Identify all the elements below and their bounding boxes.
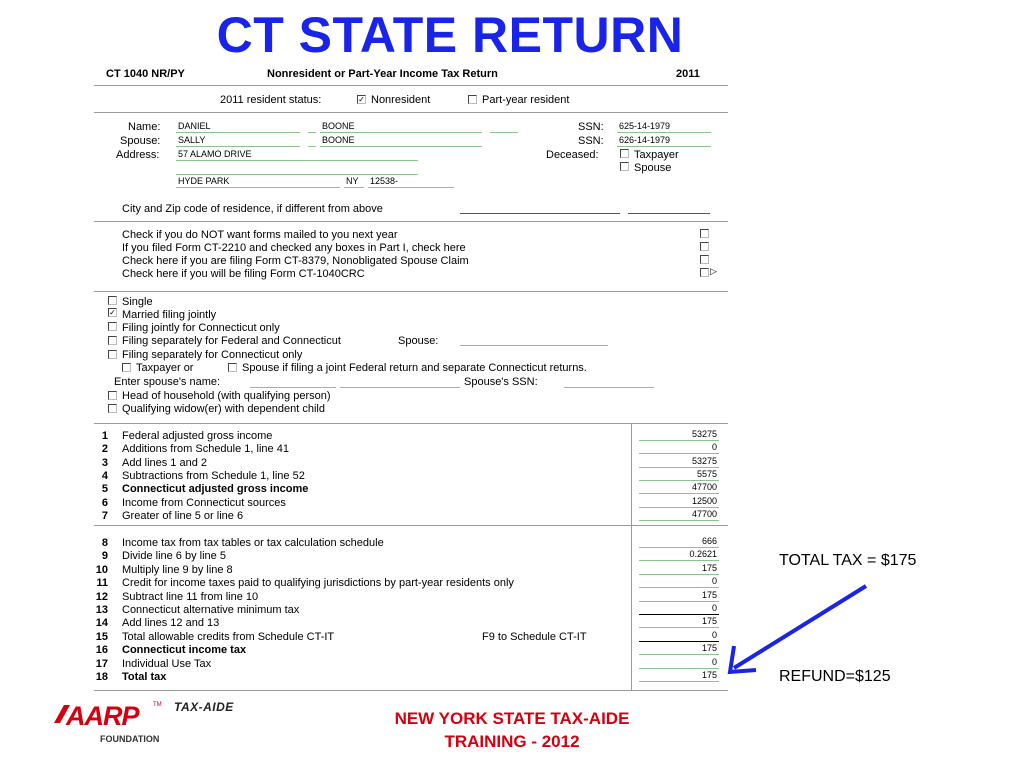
divider xyxy=(94,423,728,424)
aarp-foundation: FOUNDATION xyxy=(100,734,160,744)
hoh-checkbox[interactable] xyxy=(108,391,117,400)
ssn-field[interactable]: 625-14-1979 xyxy=(617,121,711,133)
line-amount-field[interactable]: 5575 xyxy=(639,469,719,481)
enter-spouse-name-label: Enter spouse's name: xyxy=(114,376,221,388)
line-number: 14 xyxy=(95,617,108,630)
sep-fed-ct-checkbox[interactable] xyxy=(108,336,117,345)
line-amount-field[interactable]: 47700 xyxy=(639,482,719,494)
spouse-ssn-sep-label: Spouse's SSN: xyxy=(464,376,538,388)
line-label: Subtractions from Schedule 1, line 52 xyxy=(122,469,305,482)
line-label: Individual Use Tax xyxy=(122,657,212,670)
line-number: 5 xyxy=(101,483,108,496)
name-label: Name: xyxy=(128,121,161,133)
widow-label: Qualifying widow(er) with dependent child xyxy=(122,403,325,415)
line-amount-field[interactable]: 53275 xyxy=(639,429,719,441)
line-label: Connecticut alternative minimum tax xyxy=(122,604,300,616)
line-number: 15 xyxy=(95,630,108,643)
nonresident-label: Nonresident xyxy=(371,94,431,106)
form-year: 2011 xyxy=(676,68,700,80)
line-label: Add lines 1 and 2 xyxy=(122,456,208,469)
line-amount-field[interactable]: 175 xyxy=(639,670,719,682)
line-label: Income tax from tax tables or tax calculation schedule xyxy=(122,537,384,549)
line-number: 1 xyxy=(101,430,108,442)
zip-residence-field[interactable] xyxy=(628,204,710,214)
line-amount-field[interactable]: 12500 xyxy=(639,496,719,508)
sep-fed-ct-label: Filing separately for Federal and Connecticut xyxy=(122,335,341,347)
line-label: Subtract line 11 from line 10 xyxy=(122,590,259,603)
line-amount-field[interactable]: 53275 xyxy=(639,456,719,468)
line-number: 10 xyxy=(95,563,108,576)
aarp-trademark: TM xyxy=(153,702,162,708)
city-residence-field[interactable] xyxy=(460,204,620,214)
spouse-if-checkbox[interactable] xyxy=(228,363,237,372)
tax-aide-logo: TAX-AIDE xyxy=(174,700,234,714)
jointly-ct-label: Filing jointly for Connecticut only xyxy=(122,322,280,334)
line-amount-field[interactable]: 0 xyxy=(639,576,719,588)
line-number: 3 xyxy=(101,456,108,469)
line-amount-field[interactable]: 175 xyxy=(639,616,719,628)
divider xyxy=(94,690,728,691)
deceased-spouse-checkbox[interactable] xyxy=(620,162,629,171)
line-amount-field[interactable]: 0.2621 xyxy=(639,549,719,561)
partyear-checkbox[interactable] xyxy=(468,95,477,104)
line-label: Greater of line 5 or line 6 xyxy=(122,509,244,522)
taxpayer-or-checkbox[interactable] xyxy=(122,363,131,372)
footer-title xyxy=(340,707,684,753)
taxpayer-or-label: Taxpayer or xyxy=(136,362,194,374)
line-number: 17 xyxy=(95,657,108,670)
divider xyxy=(94,85,728,86)
spouse-first-name-field[interactable] xyxy=(250,376,336,388)
mfj-checkbox[interactable]: ✓ xyxy=(109,308,116,317)
hoh-label: Head of household (with qualifying person) xyxy=(122,390,331,402)
city-residence-label: City and Zip code of residence, if different from above xyxy=(122,203,383,215)
ct-1040-form xyxy=(94,62,728,690)
single-checkbox[interactable] xyxy=(108,296,117,305)
spouse-ssn-field[interactable]: 626-14-1979 xyxy=(617,135,711,147)
line-label: Total allowable credits from Schedule CT-IT xyxy=(122,630,335,643)
deceased-label: Deceased: xyxy=(546,149,599,161)
line-number: 9 xyxy=(101,550,108,563)
status-label: 2011 resident status: xyxy=(220,94,322,106)
line-amount-field[interactable]: 0 xyxy=(639,603,719,615)
line-number: 6 xyxy=(101,496,108,509)
ct8379-checkbox[interactable] xyxy=(700,255,709,264)
line-label: Connecticut adjusted gross income xyxy=(122,483,309,496)
mfj-label: Married filing jointly xyxy=(122,309,217,321)
line-number: 18 xyxy=(95,671,108,683)
deceased-taxpayer-label: Taxpayer xyxy=(634,149,679,161)
arrow-icon xyxy=(720,580,870,680)
line-number: 16 xyxy=(95,644,108,657)
check-ct1040crc: Check here if you will be filing Form CT-1040CRC xyxy=(122,268,365,280)
spouse-mi-field[interactable] xyxy=(308,135,316,147)
deceased-spouse-label: Spouse xyxy=(634,162,672,174)
aarp-logo-text: AARP xyxy=(66,701,139,731)
spouse-sep-label: Spouse: xyxy=(398,335,439,347)
slide-title: CT STATE RETURN xyxy=(216,7,684,63)
last-name-field[interactable]: BOONE xyxy=(320,121,482,133)
sep-ct-label: Filing separately for Connecticut only xyxy=(122,349,303,361)
amount-column-divider xyxy=(631,525,632,690)
check-no-forms: Check if you do NOT want forms mailed to you next year xyxy=(122,229,398,241)
amount-column-divider xyxy=(631,423,632,525)
form-id: CT 1040 NR/PY xyxy=(106,68,185,80)
line-amount-field[interactable]: 0 xyxy=(639,442,719,454)
line-number: 2 xyxy=(101,443,108,456)
line-amount-field[interactable]: 666 xyxy=(639,536,719,548)
nonresident-checkbox[interactable]: ✓ xyxy=(358,95,365,104)
spouse-first-field[interactable]: SALLY xyxy=(176,135,300,147)
line-number: 7 xyxy=(101,509,108,522)
line-label: Multiply line 9 by line 8 xyxy=(122,563,233,576)
line-number: 11 xyxy=(96,577,108,590)
address-line2-field[interactable] xyxy=(176,163,418,175)
spouse-ssn-label: SSN: xyxy=(578,135,604,147)
line-label: Connecticut income tax xyxy=(122,644,247,657)
check-ct2210: If you filed Form CT-2210 and checked any boxes in Part I, check here xyxy=(122,242,466,254)
spouse-last-field[interactable]: BOONE xyxy=(320,135,482,147)
line-amount-field[interactable]: 47700 xyxy=(639,509,719,521)
divider xyxy=(94,525,728,526)
spouse-label: Spouse: xyxy=(120,135,161,147)
line-label: Total tax xyxy=(122,671,167,683)
line-amount-field[interactable]: 175 xyxy=(639,563,719,575)
spouse-sep-field[interactable] xyxy=(460,334,608,346)
line-number: 8 xyxy=(101,537,108,549)
line-label: Federal adjusted gross income xyxy=(122,430,273,442)
line-label: Divide line 6 by line 5 xyxy=(122,550,226,563)
line-label: Credit for income taxes paid to qualifying jurisdictions by part-year residents only xyxy=(122,577,514,590)
line-label: Add lines 12 and 13 xyxy=(122,617,220,630)
line-amount-field[interactable]: 175 xyxy=(639,590,719,602)
divider xyxy=(94,291,728,292)
deceased-taxpayer-checkbox[interactable] xyxy=(620,149,629,158)
zip-field[interactable]: 12538- xyxy=(368,176,454,188)
divider xyxy=(94,221,728,222)
divider xyxy=(94,112,728,113)
spouse-last-name-field[interactable] xyxy=(340,376,460,388)
line-number: 12 xyxy=(95,590,108,603)
single-label: Single xyxy=(122,296,153,308)
refund-annotation: REFUND=$125 xyxy=(779,668,891,685)
f9-label: F9 to Schedule CT-IT xyxy=(482,631,587,643)
line-amount-field[interactable]: 0 xyxy=(639,657,719,669)
suffix-field[interactable] xyxy=(490,121,518,133)
ct1040crc-checkbox[interactable] xyxy=(700,268,709,277)
city-field[interactable]: HYDE PARK xyxy=(176,176,340,188)
footer-line2: TRAINING - 2012 xyxy=(444,732,580,751)
total-tax-annotation: TOTAL TAX = $175 xyxy=(779,552,917,569)
partyear-label: Part-year resident xyxy=(482,94,570,106)
state-field[interactable]: NY xyxy=(344,176,364,188)
jointly-ct-checkbox[interactable] xyxy=(108,322,117,331)
line-amount-field[interactable]: 175 xyxy=(639,643,719,655)
arrow-right-icon: ▷ xyxy=(710,266,717,276)
ct2210-checkbox[interactable] xyxy=(700,242,709,251)
line-amount-field[interactable]: 0 xyxy=(639,630,719,642)
first-name-field[interactable]: DANIEL xyxy=(176,121,300,133)
address-label: Address: xyxy=(116,149,160,161)
form-title: Nonresident or Part-Year Income Tax Return xyxy=(267,68,498,80)
widow-checkbox[interactable] xyxy=(108,404,117,413)
sep-ct-checkbox[interactable] xyxy=(108,350,117,359)
check-ct8379: Check here if you are filing Form CT-8379, Nonobligated Spouse Claim xyxy=(122,255,469,267)
line-label: Additions from Schedule 1, line 41 xyxy=(122,443,289,456)
ssn-label: SSN: xyxy=(578,121,604,133)
middle-initial-field[interactable] xyxy=(308,121,316,133)
spouse-ssn-sep-field[interactable] xyxy=(564,376,654,388)
spouse-if-label: Spouse if filing a joint Federal return and separate Connecticut returns. xyxy=(242,362,587,374)
line-number: 13 xyxy=(95,604,108,616)
no-forms-checkbox[interactable] xyxy=(700,229,709,238)
line-number: 4 xyxy=(101,469,108,482)
footer-line1: NEW YORK STATE TAX-AIDE xyxy=(394,709,630,728)
line-label: Income from Connecticut sources xyxy=(122,496,286,509)
address-field[interactable]: 57 ALAMO DRIVE xyxy=(176,149,418,161)
